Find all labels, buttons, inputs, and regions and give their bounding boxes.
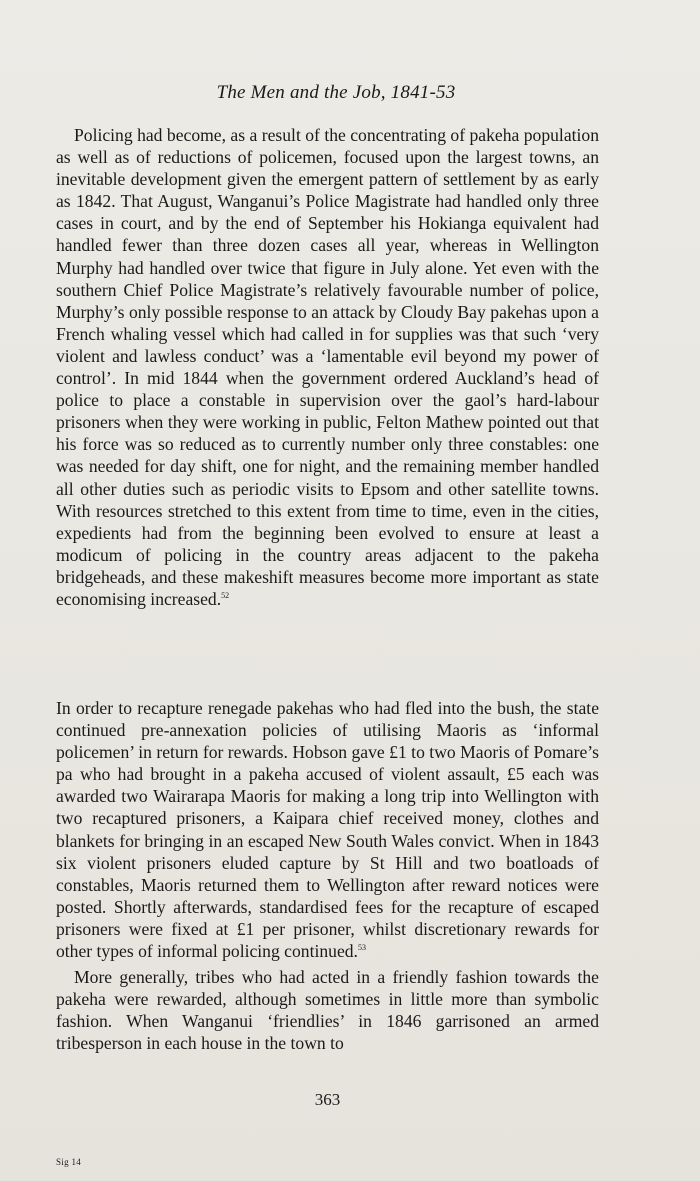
paragraph xyxy=(56,966,599,1054)
paragraph-text: Policing had become, as a result of the concentrating of pakeha population as well as of reductions of policemen, focused upon the largest towns, an inevitable development given the emergent pattern of settlement by as early as 1842. That August, Wanganui’s Police Magistrate had handled only three cases in court, and by the end of September his Hokianga equivalent had handled fewer than three dozen cases all year, whereas in Wellington Murphy had handled over twice that figure in July alone. Yet even with the southern Chief Police Magistrate’s relatively favourable number of police, Murphy’s only possible response to an attack by Cloudy Bay pakehas upon a French whaling vessel which had called in for supplies was that such ‘very violent and lawless conduct’ was a ‘lamentable evil beyond my power of control’. In mid 1844 when the government ordered Auckland’s head of police to place a constable in supervision over the gaol’s hard-labour prisoners when they were working in public, Felton Mathew pointed out that his force was so reduced as to currently number only three constables: one was needed for day shift, one for night, and the remaining member handled all other duties such as periodic visits to Epsom and other satellite towns. With resources stretched to this extent from time to time, even in the cities, expedients had from the beginning been evolved to ensure at least a modicum of policing in the country areas adjacent to the pakeha bridgeheads, and these makeshift measures become more important as state economising increased. xyxy=(56,125,599,609)
paragraph xyxy=(56,697,599,962)
page-number: 363 xyxy=(314,1090,341,1109)
paragraph xyxy=(56,124,599,610)
running-head: The Men and the Job, 1841-53 xyxy=(216,82,456,103)
footnote-ref: 52 xyxy=(221,591,230,601)
signature-mark: Sig 14 xyxy=(56,1157,82,1167)
footnote-ref: 53 xyxy=(357,943,366,953)
paragraph-text: In order to recapture renegade pakehas who had fled into the bush, the state continued pre-annexation policies of utilising Maoris as ‘informal policemen’ in return for rewards. Hobson gave £1 to two Maoris of Pomare’s pa who had brought in a pakeha accused of violent assault, £5 each was awarded two Wairarapa Maoris for making a long trip into Wellington with two recaptured prisoners, a Kaipara chief received money, clothes and blankets for bringing in an escaped New South Wales convict. When in 1843 six violent prisoners eluded capture by St Hill and two boatloads of constables, Maoris returned them to Wellington after reward notices were posted. Shortly afterwards, standardised fees for the recapture of escaped prisoners were fixed at £1 per prisoner, whilst discretionary rewards for other types of informal policing continued. xyxy=(56,698,599,962)
paragraph-text: More generally, tribes who had acted in a friendly fashion towards the pakeha were rewarded, although sometimes in little more than symbolic fashion. When Wanganui ‘friendlies’ in 1846 garrisoned an armed tribesperson in each house in the town to xyxy=(56,967,599,1054)
